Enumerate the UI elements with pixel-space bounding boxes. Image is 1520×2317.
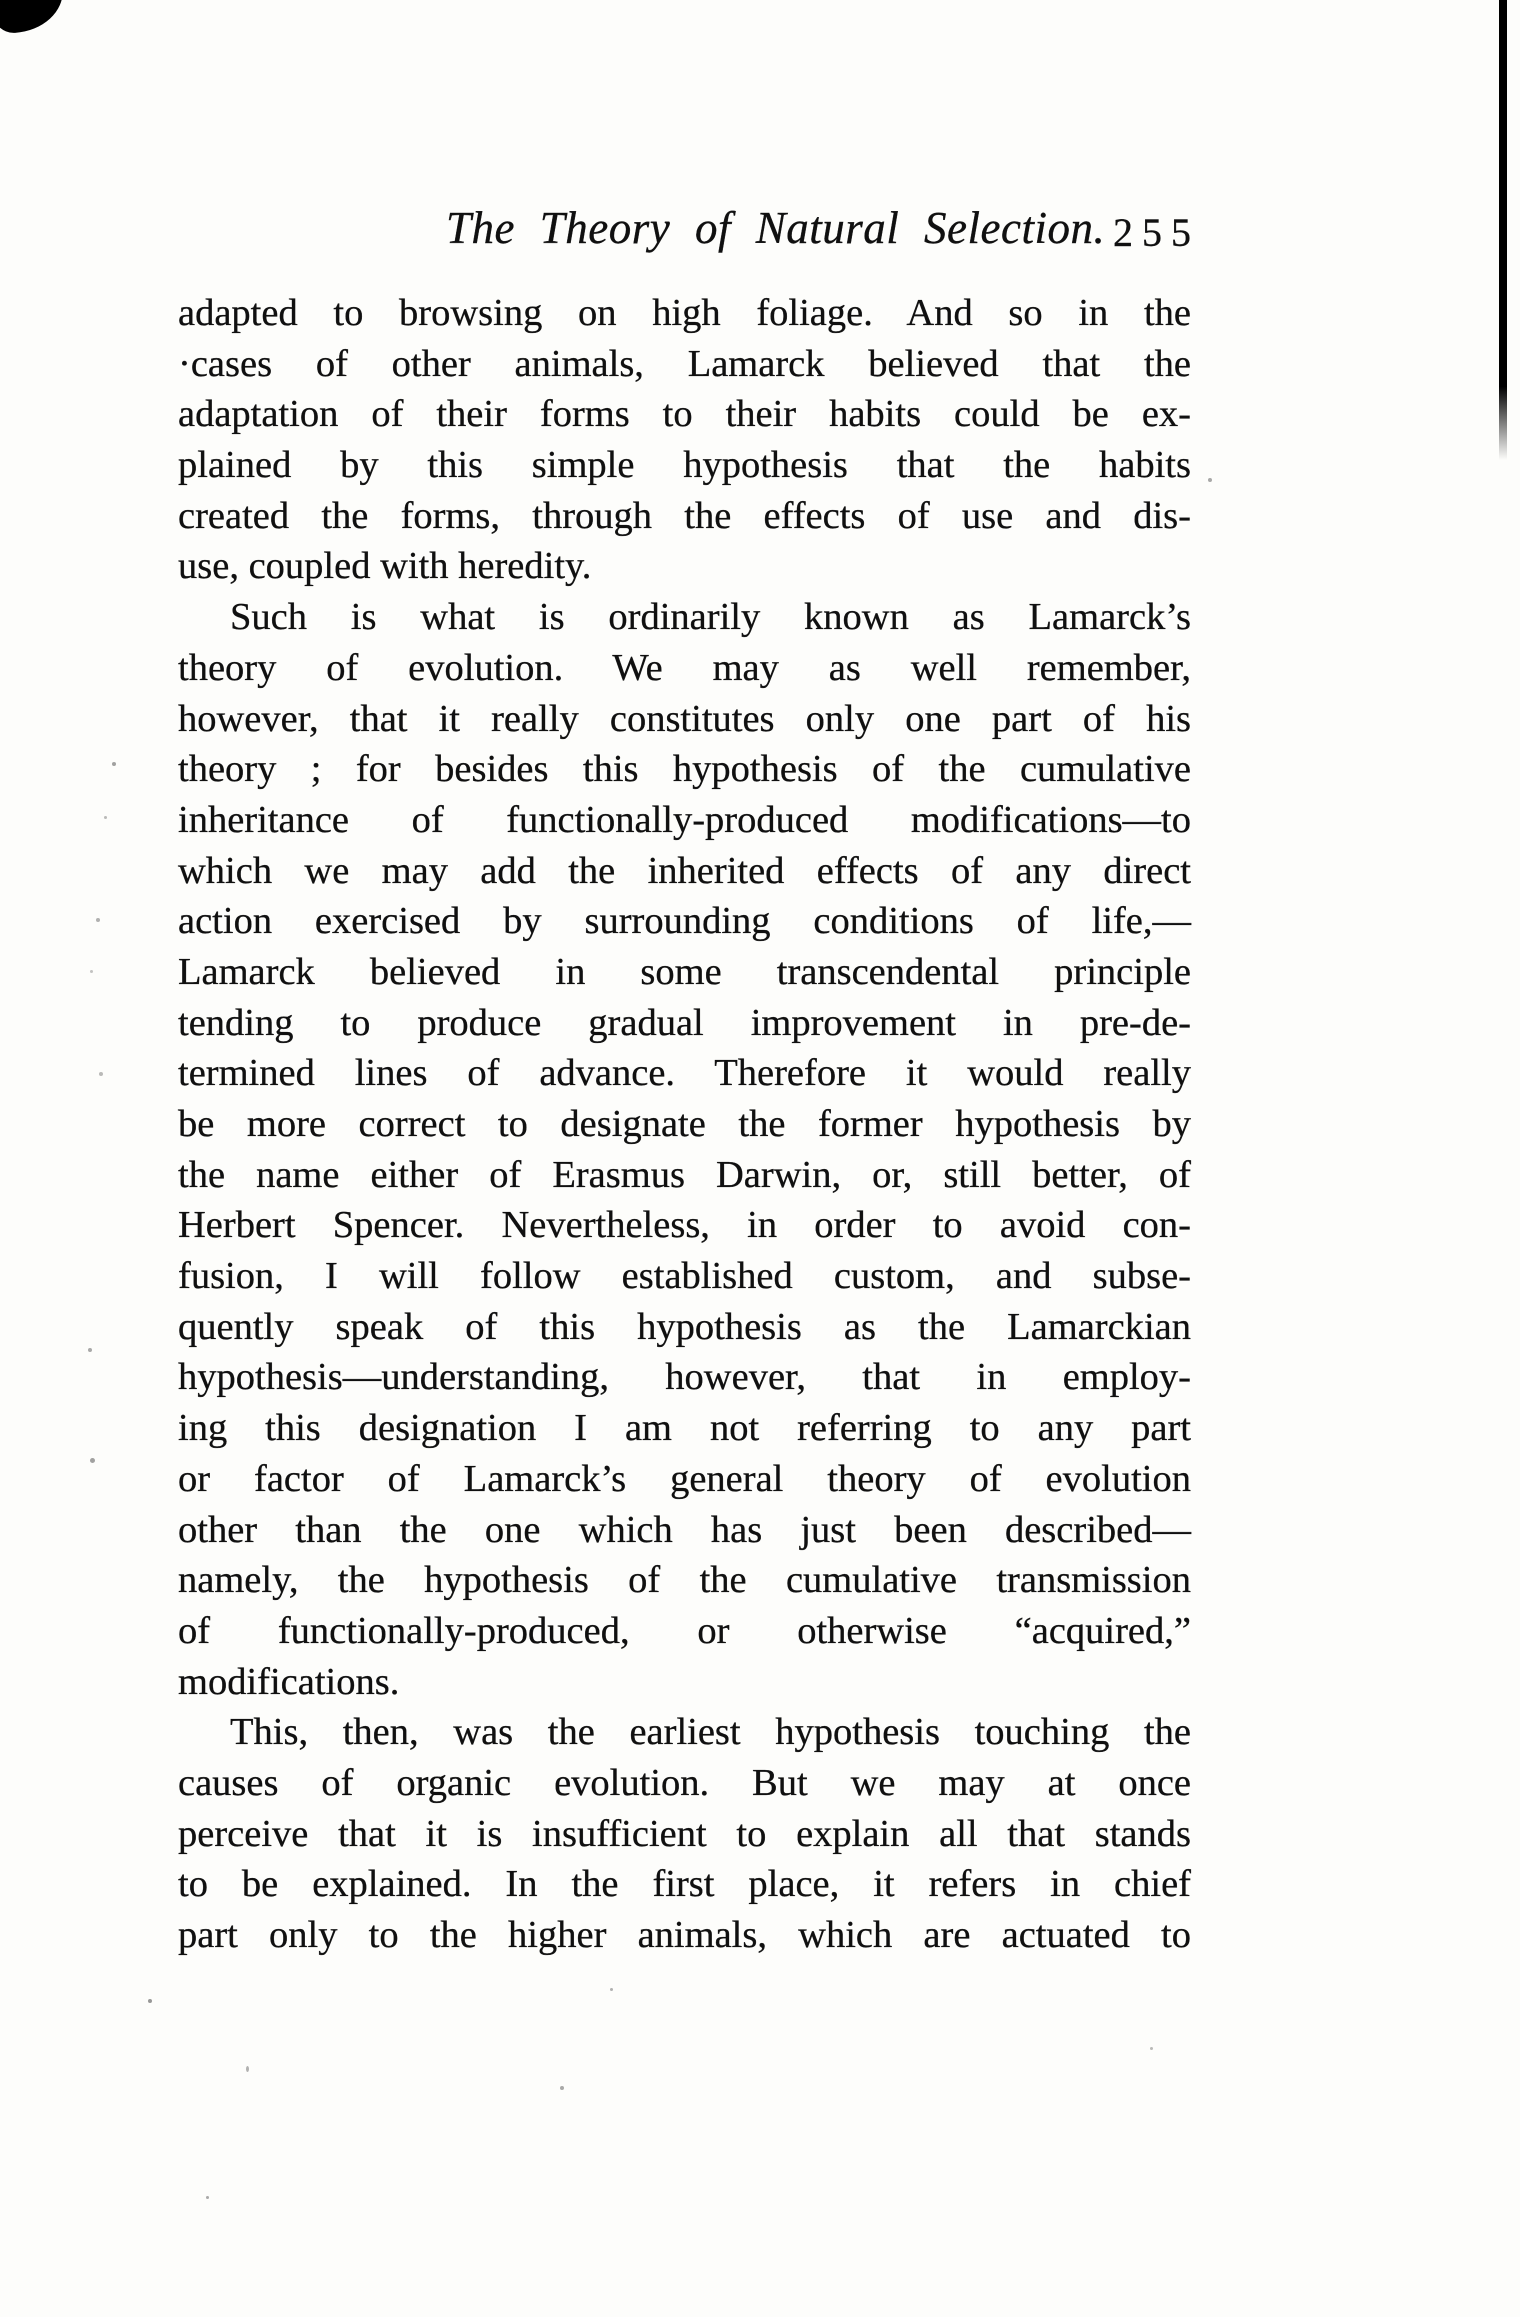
scan-artifact-corner-blob xyxy=(0,0,65,35)
page-body xyxy=(178,288,1191,1961)
text-line: perceive that it is insufficient to explain all that stands xyxy=(178,1812,1191,1855)
running-title: The Theory of Natural Selection. xyxy=(446,203,1106,253)
text-line: use, coupled with heredity. xyxy=(178,545,592,588)
text-line: quently speak of this hypothesis as the Lamarckian xyxy=(178,1305,1191,1348)
text-line: adapted to browsing on high foliage. And so in the xyxy=(178,292,1191,334)
scan-speck xyxy=(90,1458,95,1463)
text-line: namely, the hypothesis of the cumulative transmission xyxy=(178,1559,1191,1602)
scan-speck xyxy=(96,918,100,922)
page-header xyxy=(178,202,1200,266)
scan-speck xyxy=(148,1999,152,2003)
text-line: adaptation of their forms to their habits could be ex- xyxy=(178,393,1191,436)
text-line: inheritance of functionally-produced modifications—to xyxy=(178,798,1191,841)
text-line: to be explained. In the first place, it refers in chief xyxy=(178,1863,1191,1906)
scan-speck xyxy=(246,2066,249,2072)
scan-speck xyxy=(1150,2047,1153,2050)
text-line: which we may add the inherited effects of any direct xyxy=(178,849,1191,892)
text-line: or factor of Lamarck’s general theory of evolution xyxy=(178,1457,1191,1500)
text-line: be more correct to designate the former hypothesis by xyxy=(178,1103,1191,1145)
scan-speck xyxy=(88,1348,92,1352)
text-line: modifications. xyxy=(178,1660,400,1703)
text-line: however, that it really constitutes only one part of his xyxy=(178,697,1191,740)
text-line: Lamarck believed in some transcendental principle xyxy=(178,950,1191,993)
scan-speck xyxy=(560,2086,564,2090)
text-line: part only to the higher animals, which are actuated to xyxy=(178,1914,1191,1956)
text-line: tending to produce gradual improvement in pre-de- xyxy=(178,1001,1191,1044)
scan-speck xyxy=(90,970,93,973)
scan-speck xyxy=(104,816,107,819)
text-line: theory of evolution. We may as well remember, xyxy=(178,646,1191,689)
scan-speck xyxy=(206,2196,209,2199)
text-line: termined lines of advance. Therefore it would really xyxy=(178,1052,1191,1095)
text-line: plained by this simple hypothesis that the habits xyxy=(178,444,1191,487)
scan-artifact-edge-line xyxy=(1499,0,1507,460)
text-line: Such is what is ordinarily known as Lamarck’s xyxy=(230,596,1191,639)
text-line: ing this designation I am not referring to any part xyxy=(178,1407,1191,1450)
scan-speck xyxy=(1208,478,1212,482)
scan-speck xyxy=(610,1988,613,1991)
text-line: This, then, was the earliest hypothesis touching the xyxy=(230,1711,1191,1754)
text-line: created the forms, through the effects of use and dis- xyxy=(178,494,1191,537)
text-line: causes of organic evolution. But we may at once xyxy=(178,1761,1191,1804)
text-line: Herbert Spencer. Nevertheless, in order to avoid con- xyxy=(178,1204,1191,1247)
text-line: other than the one which has just been described— xyxy=(178,1508,1191,1551)
text-line: of functionally-produced, or otherwise “acquired,” xyxy=(178,1609,1191,1652)
scan-speck xyxy=(99,1072,103,1076)
text-line: ·cases of other animals, Lamarck believed that the xyxy=(178,342,1191,385)
text-line: hypothesis—understanding, however, that in employ- xyxy=(178,1356,1191,1399)
text-line: fusion, I will follow established custom, and subse- xyxy=(178,1255,1191,1298)
text-line: action exercised by surrounding conditions of life,— xyxy=(178,900,1191,943)
page-number: 255 xyxy=(1113,210,1200,255)
scan-speck xyxy=(112,762,116,766)
text-line: the name either of Erasmus Darwin, or, still better, of xyxy=(178,1153,1191,1196)
text-line: theory ; for besides this hypothesis of the cumulative xyxy=(178,748,1191,791)
